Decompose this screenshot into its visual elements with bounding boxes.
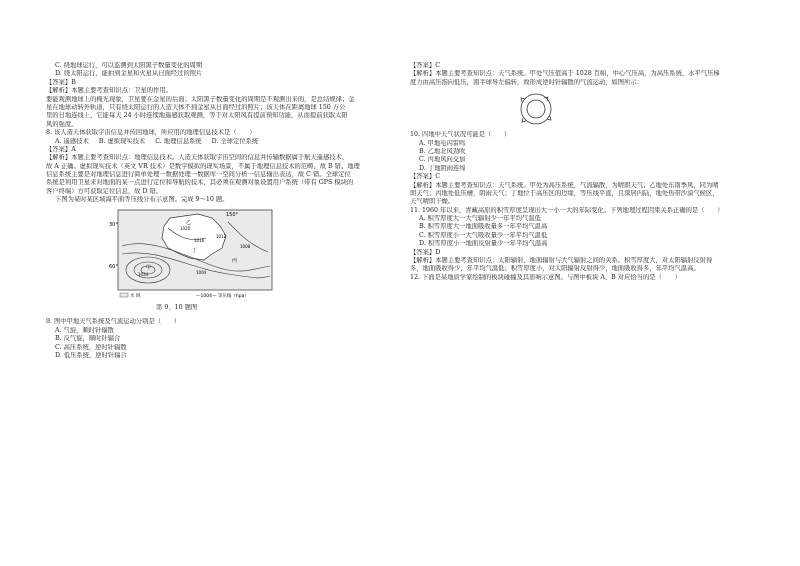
place-label: 乙 — [186, 219, 192, 226]
analysis-line: 【解析】本题主要考查知识点：卫星的作用。 — [46, 87, 172, 95]
analysis-line: 星在地球动转外轨道，只有绕太阳运行的人造天体不到金星从日面经过的照片；该天体在距离地球 150 万公 — [46, 103, 346, 111]
option-line: C. 丙地风向交加 — [419, 156, 466, 164]
analysis-line: 【解析】本题主要考查知识点：天气系统。甲处气压值高于 1028 百帕，中心气压高，为高压系统，水平气压梯 — [410, 70, 720, 78]
option-line: C. 绕地球运行，可以监测到太阳黑子数量变化的周期 — [55, 62, 203, 69]
isobar-value: 1012 — [216, 233, 227, 239]
analysis-line: 信息系统主要是对地理信息进行简单处理一数据处理一数据库一空间分析一信息输出表达，故 C 错。全球定位 — [46, 171, 351, 179]
left-column — [46, 62, 386, 360]
option-line: B. 乙地北风劲吹 — [419, 147, 466, 155]
question-8: 8. 该人造天体获取宇宙信息并传回地球，所应用的地理信息技术是（ ） — [46, 129, 256, 137]
question-8-options — [46, 138, 386, 146]
analysis-line: 风的强度。 — [46, 120, 78, 128]
option-line: D. 丁地阴雨连绵 — [419, 164, 466, 172]
place-label: 丙 — [232, 257, 238, 264]
answer-label: 【答案】B — [46, 78, 76, 86]
answer-label: 【答案】C — [410, 173, 441, 181]
figure-caption: 第 9、10 题图 — [156, 303, 198, 311]
legend-water-swatch — [120, 293, 128, 297]
anticyclone-svg — [506, 90, 566, 128]
option-line: B. 反气旋，顺时针辐合 — [55, 335, 121, 343]
answer-label: 【答案】C — [410, 62, 441, 69]
intro-9-10: 下图为某时某区域海平面等压线分布示意图。完成 9～10 题。 — [55, 196, 229, 204]
option-line: C. 积雪厚度小一大气吸收量少一年平均气温低 — [419, 231, 548, 239]
place-label: 丁 — [192, 247, 198, 254]
analysis-line: 要能观测地球上的掩光现象，卫星要在金星的后面；太阳黑子数量变化的周期是不观测出来的，是总结规律；金 — [46, 95, 355, 103]
question-11: 11. 1960 年以来，青藏高原的积雪厚度呈现出大一小一大的年际变化。下列地理过程因果关系正确的是（ ） — [410, 206, 724, 214]
question-10: 10. 四地中天气状况可能是（ ） — [410, 131, 511, 139]
analysis-line: 多，地面吸收得少，年平均气温低；积雪厚度小，对太阳辐射反射得少，地面吸收得多，年平均气温高。 — [410, 265, 700, 273]
option-line: A. 气旋，顺时针辐散 — [55, 326, 114, 334]
option-line: D. 绕太阳运行，能拍到金星和火星从日面经过的照片 — [55, 70, 203, 78]
flow-arrow — [544, 97, 548, 101]
analysis-line: 【解析】本题主要考查知识点：天气系统。甲处为高压系统，气流辐散，为晴朗天气；乙地处东南季风，同为晴 — [410, 181, 719, 189]
place-label: 甲 — [146, 264, 152, 271]
answer-label: 【答案】D — [410, 248, 441, 256]
option-line: A. 甲地电闪雷鸣 — [419, 139, 466, 147]
isobar-map — [108, 208, 276, 304]
option-a: A. 遥感技术 — [55, 137, 89, 145]
anticyclone-diagram — [506, 90, 566, 128]
analysis-line: 故 A 正确。虚拟现实技术（英文 VR 技术）是数字模拟的现实场景，不属于地理信息技术的范畴，故 B 错。地理 — [46, 162, 360, 170]
lat-label: 60° — [109, 263, 118, 270]
legend-isobar-label: —1004— 等压线（hpa） — [196, 293, 249, 299]
inner-ring — [527, 100, 545, 118]
analysis-line: 朗天气；丙地处低压槽，阴雨天气；丁地位于高压区的边缘，等压线平直，且深居内陆，地处热带沙漠气候区， — [410, 189, 719, 197]
legend-water-label: 水 域 — [130, 293, 141, 299]
option-line: C. 高压系统，逆时针辐散 — [55, 343, 127, 351]
isobar-value: 1020 — [180, 225, 191, 231]
option-line: D. 积雪厚度小一地面反射量少一年平均气温高 — [419, 240, 548, 248]
isobar-value: 1004 — [196, 269, 207, 275]
option-line: A. 积雪厚度大一大气辐射少一年平均气温低 — [419, 215, 541, 223]
option-d: D. 全球定位系统 — [211, 137, 259, 145]
question-12: 12. 下面是某地质学家绘制的板块碰撞及其影响示意图。与图中板块 A、B 对应恰当的是（ ） — [410, 273, 681, 281]
answer-label: 【答案】A — [46, 145, 76, 153]
analysis-line: 度力由高压指向低压，南半球导左偏转，故形成逆时针辐散的气流运动，如图所示： — [410, 78, 643, 86]
option-line: B. 积雪厚度大一地面吸收量多一年平均气温高 — [419, 223, 548, 231]
analysis-line: 天气晴朗干燥。 — [410, 198, 455, 206]
analysis-line: 客户终端）方可获取定位信息，故 D 错。 — [46, 187, 163, 195]
analysis-line: 【解析】本题主要考查知识点：地理信息技术。人造天体获取宇宙空间的信息并传输数据属于航天遥感技术， — [46, 154, 349, 162]
option-c: C. 地理信息系统 — [155, 137, 202, 145]
isobar-value: 1016 — [194, 237, 205, 243]
lon-label: 150° — [226, 211, 239, 218]
option-b: B. 虚拟现实技术 — [98, 137, 146, 145]
outer-ring — [521, 94, 551, 124]
analysis-line: 系统是利用卫星来对地面的某一点进行定位和导航的技术，其必须在观测对象设置用户系统（带有 GPS 模块的 — [46, 179, 354, 187]
lat-label: 30° — [109, 221, 118, 228]
isobar-value: 1008 — [240, 243, 251, 249]
isobar-map-figure — [108, 208, 276, 304]
right-column — [410, 62, 755, 282]
analysis-line: 【解析】本题主要考查知识点：太阳辐射、地面辐射与大气辐射之间的关系。积雪厚度大，对太阳辐射反射得 — [410, 257, 713, 265]
option-line: D. 低压系统，逆时针辐合 — [55, 351, 127, 359]
isobar-value: 1024 — [138, 271, 149, 277]
analysis-line: 里的日地连线上，它能每天 24 小时连续地遥感获取观测，等于对太阳风有提前预知功能，从而提前获取太阳 — [46, 112, 348, 120]
question-9: 9. 图中甲地天气系统及气流运动分别是（ ） — [46, 318, 180, 326]
